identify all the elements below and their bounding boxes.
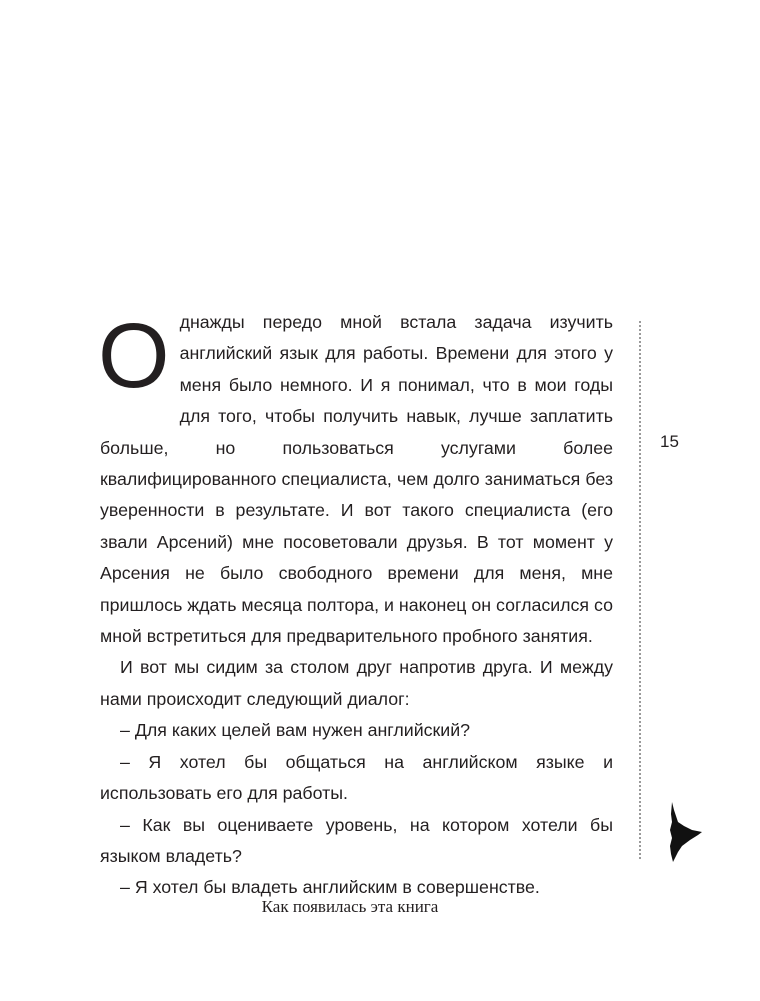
paragraph: И вот мы сидим за столом друг напротив друга. И между нами происходит следующий диалог:	[100, 657, 613, 709]
dialogue-line: – Как вы оцениваете уровень, на котором хотели бы языком владеть?	[100, 814, 613, 866]
dialogue-line: – Я хотел бы общаться на английском языке и использовать его для работы.	[100, 751, 613, 804]
opening-paragraph	[100, 307, 613, 652]
opening-paragraph-text: днажды передо мной встала задача изучить английский язык для работы. Времени для этого у меня было немного. И я понимал, что в мои годы для того, чтобы получить навык, лучше заплатить больше, но пользоваться услугами более квалифицированного специалиста, чем долго заниматься без уверенности в результате. И вот такого специалиста (его звали Арсений) мне посоветовали друзья. В тот момент у Арсения не было свободного времени для меня, мне пришлось ждать месяца полтора, и наконец он согласился со мной встретиться для предварительного пробного занятия.	[100, 312, 613, 647]
page-number: 15	[660, 432, 679, 451]
dotted-margin-rule	[639, 321, 643, 859]
drop-cap: О	[98, 305, 170, 407]
running-footer: Как появилась эта книга	[261, 897, 439, 916]
dialogue-line: – Я хотел бы владеть английским в совершенстве.	[120, 877, 540, 898]
dialogue-line: – Для каких целей вам нужен английский?	[120, 720, 471, 741]
edge-tab-icon	[668, 802, 712, 862]
main-text	[100, 307, 613, 904]
